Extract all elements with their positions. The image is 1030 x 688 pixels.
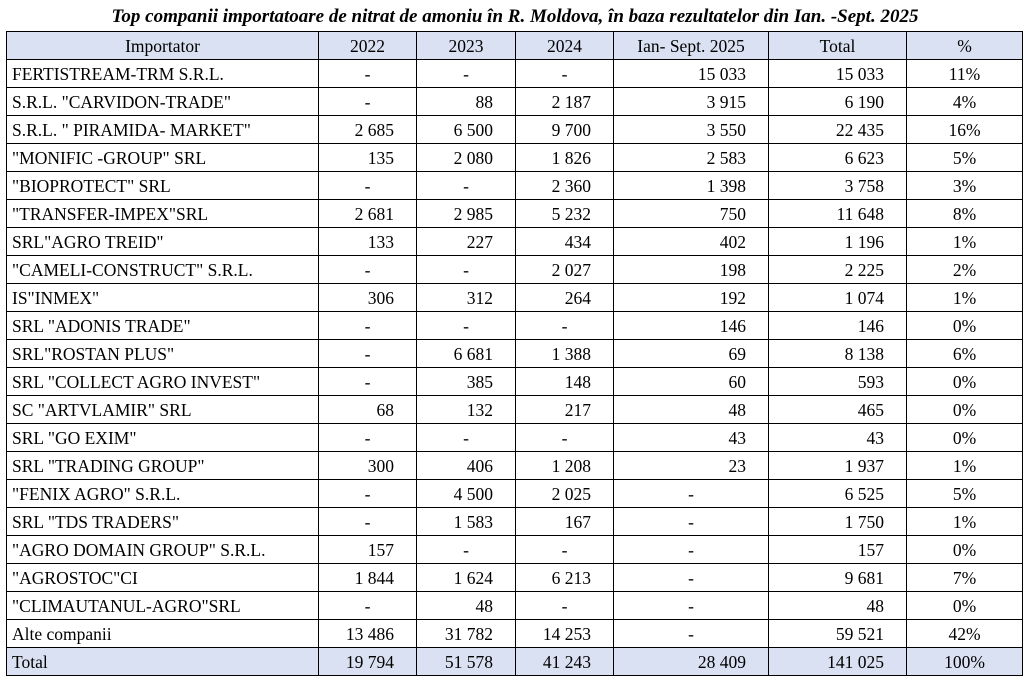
cell-total: 59 521	[769, 620, 907, 648]
column-header-2024: 2024	[516, 32, 614, 60]
column-header-2025: Ian- Sept. 2025	[614, 32, 769, 60]
column-header-importator: Importator	[7, 32, 319, 60]
cell-2023: 31 782	[417, 620, 516, 648]
total-2023: 51 578	[417, 648, 516, 676]
cell-2025: -	[614, 508, 769, 536]
cell-2022: 2 681	[319, 200, 417, 228]
cell-2025: 3 550	[614, 116, 769, 144]
cell-2025: -	[614, 480, 769, 508]
total-2022: 19 794	[319, 648, 417, 676]
cell-2024: 167	[516, 508, 614, 536]
cell-percent: 6%	[907, 340, 1023, 368]
table-row	[7, 172, 1023, 200]
cell-2023: -	[417, 256, 516, 284]
cell-percent: 8%	[907, 200, 1023, 228]
cell-total: 465	[769, 396, 907, 424]
cell-percent: 5%	[907, 480, 1023, 508]
cell-total: 146	[769, 312, 907, 340]
cell-total: 8 138	[769, 340, 907, 368]
cell-importer: IS"INMEX"	[7, 284, 319, 312]
cell-2023: 48	[417, 592, 516, 620]
table-row	[7, 396, 1023, 424]
cell-2024: 2 360	[516, 172, 614, 200]
cell-2022: -	[319, 88, 417, 116]
cell-2022: -	[319, 480, 417, 508]
cell-importer: "CAMELI-CONSTRUCT" S.R.L.	[7, 256, 319, 284]
cell-2024: -	[516, 312, 614, 340]
total-2025: 28 409	[614, 648, 769, 676]
cell-2024: 1 826	[516, 144, 614, 172]
cell-importer: "TRANSFER-IMPEX"SRL	[7, 200, 319, 228]
cell-2024: 1 388	[516, 340, 614, 368]
cell-2025: 43	[614, 424, 769, 452]
cell-2025: 23	[614, 452, 769, 480]
cell-total: 593	[769, 368, 907, 396]
cell-2025: 60	[614, 368, 769, 396]
cell-2025: 48	[614, 396, 769, 424]
cell-2022: -	[319, 368, 417, 396]
cell-2024: 2 025	[516, 480, 614, 508]
cell-2022: 68	[319, 396, 417, 424]
cell-importer: SRL "TRADING GROUP"	[7, 452, 319, 480]
cell-2022: -	[319, 424, 417, 452]
cell-importer: Alte companii	[7, 620, 319, 648]
column-header-2023: 2023	[417, 32, 516, 60]
table-row	[7, 60, 1023, 88]
cell-importer: SRL "ADONIS TRADE"	[7, 312, 319, 340]
cell-total: 15 033	[769, 60, 907, 88]
table-row	[7, 88, 1023, 116]
cell-2025: 3 915	[614, 88, 769, 116]
cell-importer: S.R.L. " PIRAMIDA- MARKET"	[7, 116, 319, 144]
cell-2023: -	[417, 536, 516, 564]
cell-2024: 264	[516, 284, 614, 312]
total-percent: 100%	[907, 648, 1023, 676]
cell-importer: "AGROSTOC"CI	[7, 564, 319, 592]
cell-importer: "FENIX AGRO" S.R.L.	[7, 480, 319, 508]
cell-percent: 11%	[907, 60, 1023, 88]
cell-percent: 7%	[907, 564, 1023, 592]
cell-total: 3 758	[769, 172, 907, 200]
table-row	[7, 228, 1023, 256]
column-header-percent: %	[907, 32, 1023, 60]
cell-2022: 300	[319, 452, 417, 480]
cell-2024: 9 700	[516, 116, 614, 144]
cell-percent: 1%	[907, 508, 1023, 536]
cell-2022: 13 486	[319, 620, 417, 648]
cell-importer: "CLIMAUTANUL-AGRO"SRL	[7, 592, 319, 620]
cell-2023: 4 500	[417, 480, 516, 508]
cell-2022: 1 844	[319, 564, 417, 592]
cell-2022: 2 685	[319, 116, 417, 144]
cell-2023: 2 985	[417, 200, 516, 228]
cell-2022: -	[319, 172, 417, 200]
total-label: Total	[7, 648, 319, 676]
cell-2023: 88	[417, 88, 516, 116]
table-row	[7, 368, 1023, 396]
cell-2023: -	[417, 172, 516, 200]
cell-importer: S.R.L. "CARVIDON-TRADE"	[7, 88, 319, 116]
cell-total: 2 225	[769, 256, 907, 284]
total-row	[7, 648, 1023, 676]
cell-total: 1 750	[769, 508, 907, 536]
cell-2025: -	[614, 620, 769, 648]
cell-2024: 2 027	[516, 256, 614, 284]
cell-total: 6 525	[769, 480, 907, 508]
cell-percent: 1%	[907, 452, 1023, 480]
cell-importer: SC "ARTVLAMIR" SRL	[7, 396, 319, 424]
cell-importer: FERTISTREAM-TRM S.R.L.	[7, 60, 319, 88]
cell-percent: 2%	[907, 256, 1023, 284]
cell-total: 11 648	[769, 200, 907, 228]
cell-total: 1 196	[769, 228, 907, 256]
table-row	[7, 564, 1023, 592]
cell-importer: SRL"ROSTAN PLUS"	[7, 340, 319, 368]
cell-2024: 148	[516, 368, 614, 396]
cell-importer: "MONIFIC -GROUP" SRL	[7, 144, 319, 172]
column-header-total: Total	[769, 32, 907, 60]
cell-2023: 1 624	[417, 564, 516, 592]
table-row	[7, 424, 1023, 452]
cell-2024: 2 187	[516, 88, 614, 116]
cell-percent: 0%	[907, 536, 1023, 564]
cell-2025: 750	[614, 200, 769, 228]
cell-2023: -	[417, 424, 516, 452]
cell-percent: 0%	[907, 368, 1023, 396]
table-row	[7, 508, 1023, 536]
cell-percent: 5%	[907, 144, 1023, 172]
cell-2023: 227	[417, 228, 516, 256]
cell-2023: 312	[417, 284, 516, 312]
cell-2025: 402	[614, 228, 769, 256]
cell-2025: 1 398	[614, 172, 769, 200]
cell-2024: -	[516, 592, 614, 620]
cell-total: 22 435	[769, 116, 907, 144]
cell-importer: SRL "COLLECT AGRO INVEST"	[7, 368, 319, 396]
cell-importer: SRL "TDS TRADERS"	[7, 508, 319, 536]
table-row	[7, 620, 1023, 648]
cell-2023: 1 583	[417, 508, 516, 536]
table-row	[7, 340, 1023, 368]
table-row	[7, 256, 1023, 284]
cell-total: 1 937	[769, 452, 907, 480]
cell-2024: 5 232	[516, 200, 614, 228]
cell-total: 157	[769, 536, 907, 564]
cell-importer: SRL"AGRO TREID"	[7, 228, 319, 256]
cell-2025: 198	[614, 256, 769, 284]
cell-percent: 0%	[907, 312, 1023, 340]
cell-percent: 3%	[907, 172, 1023, 200]
cell-total: 43	[769, 424, 907, 452]
cell-2025: -	[614, 592, 769, 620]
table-row	[7, 312, 1023, 340]
cell-2022: -	[319, 592, 417, 620]
cell-2025: -	[614, 564, 769, 592]
table-row	[7, 116, 1023, 144]
cell-total: 6 190	[769, 88, 907, 116]
cell-2025: 15 033	[614, 60, 769, 88]
cell-percent: 16%	[907, 116, 1023, 144]
cell-2022: -	[319, 256, 417, 284]
cell-2022: 306	[319, 284, 417, 312]
cell-2025: 2 583	[614, 144, 769, 172]
cell-percent: 4%	[907, 88, 1023, 116]
cell-2025: 69	[614, 340, 769, 368]
cell-percent: 0%	[907, 424, 1023, 452]
cell-2022: 135	[319, 144, 417, 172]
cell-2023: 406	[417, 452, 516, 480]
table-row	[7, 452, 1023, 480]
cell-2022: -	[319, 340, 417, 368]
cell-percent: 1%	[907, 284, 1023, 312]
cell-2023: 132	[417, 396, 516, 424]
cell-2024: 14 253	[516, 620, 614, 648]
importers-table	[6, 31, 1023, 676]
table-row	[7, 144, 1023, 172]
cell-2022: 133	[319, 228, 417, 256]
cell-total: 9 681	[769, 564, 907, 592]
cell-total: 1 074	[769, 284, 907, 312]
total-2024: 41 243	[516, 648, 614, 676]
table-row	[7, 200, 1023, 228]
cell-2024: -	[516, 536, 614, 564]
table-row	[7, 536, 1023, 564]
cell-percent: 0%	[907, 592, 1023, 620]
total-total: 141 025	[769, 648, 907, 676]
cell-2025: 192	[614, 284, 769, 312]
cell-percent: 1%	[907, 228, 1023, 256]
table-row	[7, 480, 1023, 508]
cell-2023: -	[417, 60, 516, 88]
cell-2024: 6 213	[516, 564, 614, 592]
cell-2025: 146	[614, 312, 769, 340]
cell-2022: -	[319, 60, 417, 88]
cell-percent: 42%	[907, 620, 1023, 648]
table-row	[7, 284, 1023, 312]
cell-percent: 0%	[907, 396, 1023, 424]
cell-2022: -	[319, 312, 417, 340]
cell-2023: 385	[417, 368, 516, 396]
table-title: Top companii importatoare de nitrat de amoniu în R. Moldova, în baza rezultatelor din Ian. -Sept. 2025	[111, 6, 919, 27]
cell-2024: 434	[516, 228, 614, 256]
table-row	[7, 592, 1023, 620]
cell-2023: 6 500	[417, 116, 516, 144]
cell-importer: SRL "GO EXIM"	[7, 424, 319, 452]
cell-2025: -	[614, 536, 769, 564]
cell-total: 48	[769, 592, 907, 620]
header-row	[7, 32, 1023, 60]
table-body	[7, 60, 1023, 648]
cell-2024: 217	[516, 396, 614, 424]
cell-2023: 6 681	[417, 340, 516, 368]
cell-2022: -	[319, 508, 417, 536]
cell-2024: -	[516, 60, 614, 88]
cell-importer: "BIOPROTECT" SRL	[7, 172, 319, 200]
cell-2023: 2 080	[417, 144, 516, 172]
cell-2024: -	[516, 424, 614, 452]
cell-2024: 1 208	[516, 452, 614, 480]
cell-2023: -	[417, 312, 516, 340]
column-header-2022: 2022	[319, 32, 417, 60]
cell-importer: "AGRO DOMAIN GROUP" S.R.L.	[7, 536, 319, 564]
cell-total: 6 623	[769, 144, 907, 172]
cell-2022: 157	[319, 536, 417, 564]
